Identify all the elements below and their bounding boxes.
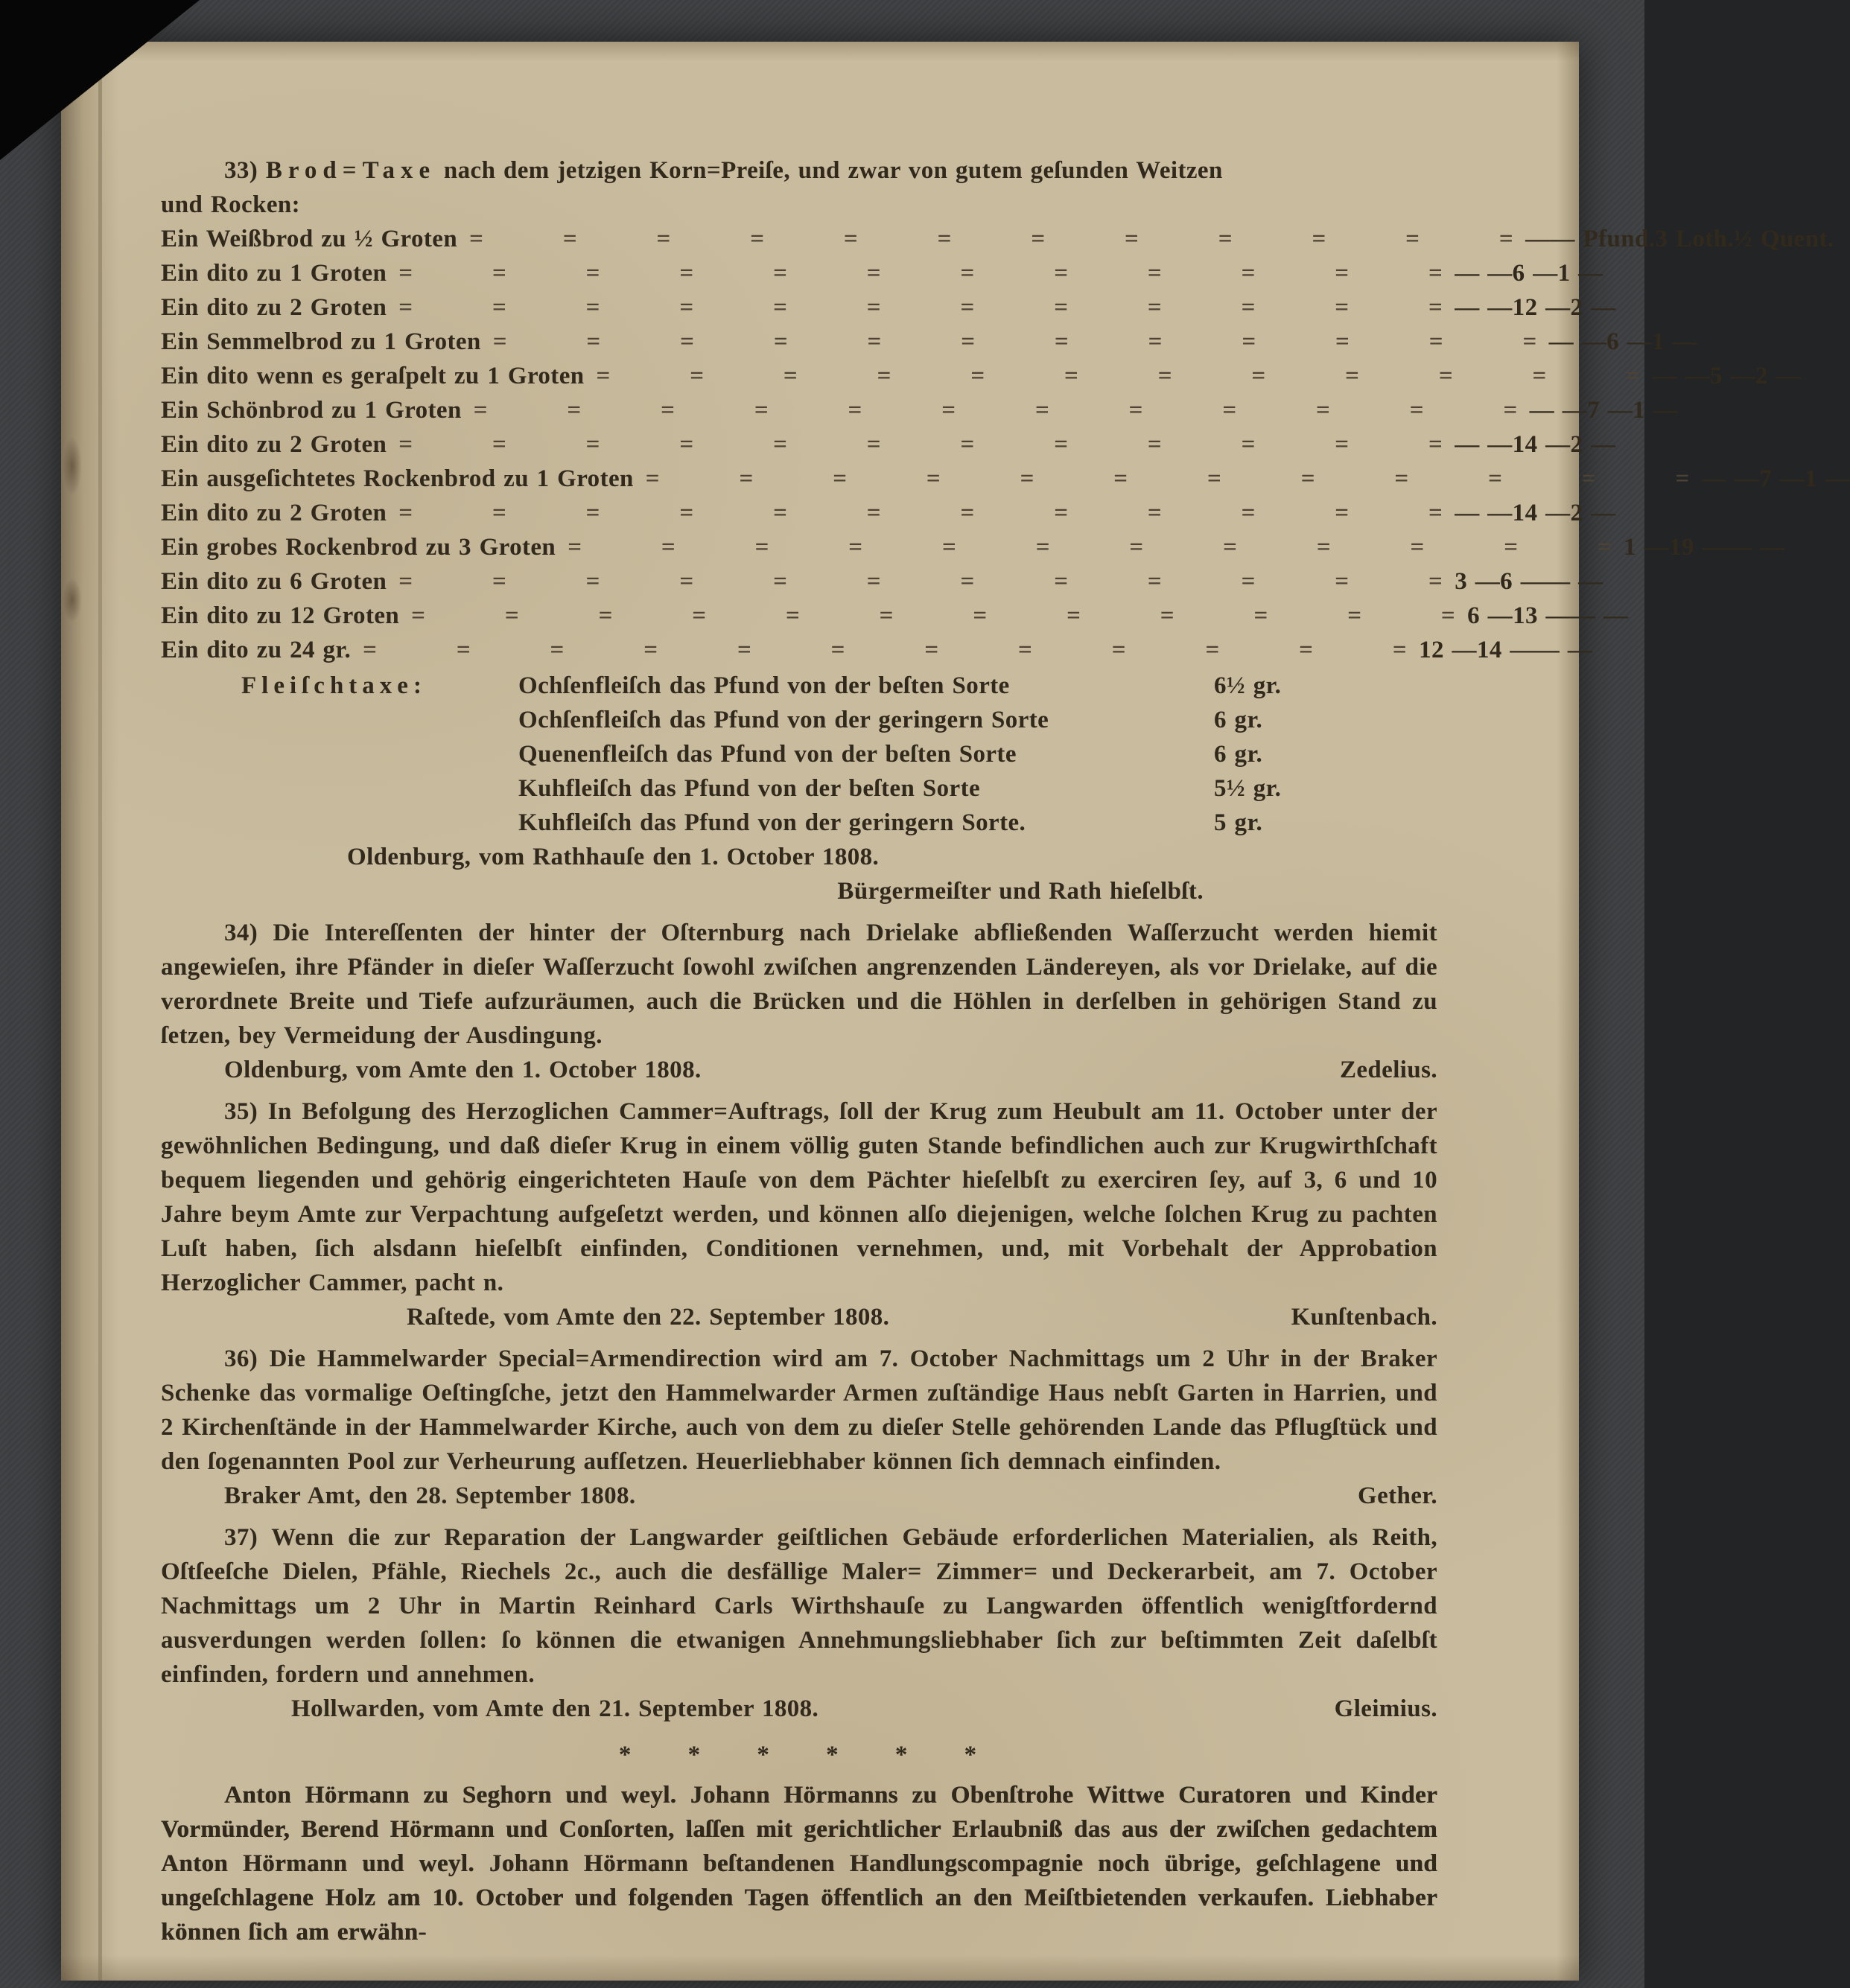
row-filler: = = = = = = = = = = = = [473,397,1518,424]
row-label: Ein dito zu 6 Groten [161,568,387,595]
fleisch-item: Quenenfleiſch das Pfund von der beſten Sorte [518,741,1017,768]
closing-notice-body: Anton Hörmann zu Seghorn und weyl. Johann Hörmanns zu Obenſtrohe Wittwe Curatoren und Kinder Vormünder, Berend Hörmann und Conſorten, laſſen mit gerichtlicher Erlaubniß das aus der zwiſchen gedachtem Anton Hörmann und weyl. Johann Hörmann beſtandenen Handlungscompagnie noch übrige, geſchlagene und ungeſchlagene Holz am 10. October und folgenden Tagen öffentlich an den Meiſtbietenden verkaufen. Liebhaber können ſich am erwähn- [161,1782,1437,1946]
row-label: Ein dito zu 12 Groten [161,602,400,629]
notice-33-heading-cont: und Rocken: [161,191,301,218]
table-row [161,325,1698,359]
col-quent: ½ Quent. [1734,226,1834,252]
col-pfund: 3 — [1455,568,1501,595]
row-filler: = = = = = = = = = = = = [469,226,1514,252]
row-label: Ein ausgeſichtetes Rockenbrod zu 1 Groten [161,465,634,492]
table-row [161,290,1616,325]
notice-37-sigline [161,1692,1437,1726]
row-filler: = = = = = = = = = = = = [398,431,1443,458]
fleisch-row [518,737,1326,771]
row-filler: = = = = = = = = = = = = [398,568,1443,595]
row-filler: = = = = = = = = = = = = [492,328,1537,355]
col-loth: 6 — [1500,568,1546,595]
table-row [161,427,1616,462]
row-label: Ein grobes Rockenbrod zu 3 Groten [161,534,556,561]
col-loth: 14 — [1476,637,1535,663]
col-loth: 6 — [1606,328,1653,355]
col-loth: 7 — [1759,465,1805,492]
fleischtaxe-section [161,669,1437,840]
bread-price-table [161,222,1850,667]
notice-33-number: 33) [224,157,258,184]
col-loth: 12 — [1512,294,1571,321]
col-loth: 7 — [1587,397,1633,424]
table-row [161,530,1785,564]
fleisch-price: 5 gr. [1214,809,1263,836]
table-row [161,359,1801,393]
col-pfund: 12 — [1419,637,1477,663]
notice-36-body: 36) Die Hammelwarder Special=Armendirection wird am 7. October Nachmittags um 2 Uhr in der Braker Schenke das vormalige Oeſtingſche, jetzt den Hammelwarder Armen zuſtändige Haus nebſt Garten in Harrien, und 2 Kirchenſtände in der Hammelwarder Kirche, auch von dem zu dieſer Stelle gehörenden Lande das Pflugſtück und den ſogenannten Pool zur Verheurung aufſetzen. Heuerliebhaber können ſich demnach einfinden. [161,1345,1437,1475]
row-label: Ein dito zu 1 Groten [161,260,387,287]
col-loth: 5 — [1709,363,1755,389]
row-label: Ein dito zu 2 Groten [161,500,387,526]
row-filler: = = = = = = = = = = = = [398,260,1443,287]
notice-33-title: Brod=Taxe [265,157,436,184]
notice-34-signature: Zedelius. [1339,1057,1437,1083]
col-quent: — — [1545,568,1603,595]
row-label: Ein Schönbrod zu 1 Groten [161,397,462,424]
table-row [161,564,1603,599]
col-pfund: — — [1455,431,1513,458]
fleischtaxe-items [518,669,1437,840]
table-row [161,222,1834,256]
col-pfund: — — [1652,363,1710,389]
col-quent: 1 — [1652,328,1698,355]
notice-33-heading [161,153,1437,188]
row-filler: = = = = = = = = = = = = [398,294,1443,321]
notice-33-heading-text: nach dem jetzigen Korn=Preiſe, und zwar von gutem geſunden Weitzen [443,157,1223,184]
notice-35-signature: Kunſtenbach. [1291,1304,1437,1331]
col-loth: 13 — [1513,602,1571,629]
col-loth: 14 — [1512,500,1571,526]
newspaper-page [61,42,1850,1981]
col-pfund: — — [1548,328,1607,355]
fleisch-row [518,771,1326,806]
row-label: Ein dito zu 2 Groten [161,431,387,458]
notice-33-signature: Bürgermeiſter und Rath hieſelbſt. [837,878,1204,905]
row-label: Ein dito wenn es geraſpelt zu 1 Groten [161,363,585,389]
fleisch-item: Ochſenfleiſch das Pfund von der geringern Sorte [518,707,1049,733]
col-quent: 2 — [1570,431,1616,458]
col-loth: 3 Loth. [1655,226,1735,252]
row-label: Ein dito zu 2 Groten [161,294,387,321]
table-row [161,633,1593,667]
notice-34-sigline [161,1053,1437,1087]
row-label: Ein dito zu 24 gr. [161,637,352,663]
notice-37-signature: Gleimius. [1334,1695,1437,1722]
col-quent: 2 — [1570,500,1616,526]
row-filler: = = = = = = = = = = = = [645,465,1690,492]
notice-33-dateline: Oldenburg, vom Rathhauſe den 1. October 1808. [347,844,880,870]
table-row [161,462,1850,496]
col-pfund: — — [1701,465,1760,492]
table-row [161,496,1616,530]
col-loth: 14 — [1512,431,1571,458]
fleisch-price: 6 gr. [1214,707,1263,733]
fleisch-row [518,703,1326,737]
page-content [61,42,1850,1979]
table-row [161,393,1679,427]
row-filler: = = = = = = = = = = = = [596,363,1641,389]
fleisch-row [518,669,1326,703]
col-quent: 1 — [1557,260,1603,287]
col-pfund: 1 — [1624,534,1670,561]
col-quent: 2 — [1755,363,1801,389]
fleisch-item: Kuhfleiſch das Pfund von der geringern Sorte. [518,809,1026,836]
notice-37-dateline: Hollwarden, vom Amte den 21. September 1808. [291,1695,819,1722]
fleisch-row [518,806,1326,840]
col-quent: — — [1570,602,1629,629]
fleisch-price: 6 gr. [1214,741,1263,768]
fleisch-price: 5½ gr. [1214,775,1282,802]
notice-36-signature: Gether. [1358,1482,1437,1509]
fleisch-item: Kuhfleiſch das Pfund von der beſten Sorte [518,775,981,802]
col-quent: — — [1726,534,1785,561]
row-label: Ein Semmelbrod zu 1 Groten [161,328,481,355]
row-filler: = = = = = = = = = = = = [363,637,1408,663]
col-quent: 1 — [1633,397,1679,424]
row-filler: = = = = = = = = = = = = [568,534,1612,561]
notice-36-sigline [161,1479,1437,1513]
notice-34-body: 34) Die Intereſſenten der hinter der Oſternburg nach Drielake abfließenden Waſſerzucht werden hiemit angewieſen, ihre Pfänder in dieſer Waſſerzucht ſowohl zwiſchen angrenzenden Ländereyen, als vor Drielake, auf die verordnete Breite und Tiefe aufzuräumen, auch die Brücken und die Höhlen in derſelben in gehörigen Stand zu ſetzen, bey Vermeidung der Ausdingung. [161,920,1437,1049]
notice-35-body: 35) In Befolgung des Herzoglichen Cammer=Auftrags, ſoll der Krug zum Heubult am 11. October unter der gewöhnlichen Bedingung, und daß dieſer Krug in einem völlig guten Stande befindlichen auch zur Krugwirthſchaft bequem liegenden und gehörig eingerichteten Hauſe von dem Pächter hieſelbſt zu exerciren ſey, auf 3, 6 und 10 Jahre beym Amte zur Verpachtung aufgeſetzt werden, und können alſo diejenigen, welche ſolchen Krug zu pachten Luſt haben, ſich alsdann hieſelbſt einfinden, Conditionen vernehmen, und, mit Vorbehalt der Approbation Herzoglicher Cammer, pacht n. [161,1098,1437,1296]
fleisch-price: 6½ gr. [1214,672,1282,699]
col-quent: 1 — [1805,465,1850,492]
col-pfund: 6 — [1467,602,1513,629]
row-filler: = = = = = = = = = = = = [411,602,1456,629]
col-pfund: —— Pfund. [1525,226,1656,252]
col-pfund: — — [1455,294,1513,321]
asterism-ornament: * * * * * * [618,1742,980,1768]
notice-36-dateline: Braker Amt, den 28. September 1808. [224,1482,636,1509]
table-row [161,256,1603,290]
row-filler: = = = = = = = = = = = = [398,500,1443,526]
table-row [161,599,1629,633]
col-pfund: — — [1529,397,1588,424]
col-loth: 19 — [1669,534,1727,561]
row-label: Ein Weißbrod zu ½ Groten [161,226,458,252]
notice-35-dateline: Raſtede, vom Amte den 22. September 1808. [407,1304,890,1331]
notice-35-sigline [161,1300,1437,1334]
notice-37-body: 37) Wenn die zur Reparation der Langwarder geiſtlichen Gebäude erforderlichen Materialien, als Reith, Oſtſeeſche Dielen, Pfähle, Riechels 2c., auch die desfällige Maler= Zimmer= und Deckerarbeit, am 7. October Nachmittags um 2 Uhr in Martin Reinhard Carls Wirthshauſe zu Langwarden öffentlich wenigſtfordernd ausverdungen werden ſollen: ſo können die etwanigen Annehmungsliebhaber ſich zur beſtimmten Zeit daſelbſt einfinden, fordern und annehmen. [161,1524,1437,1688]
fleischtaxe-label: Fleiſchtaxe: [241,672,427,699]
col-pfund: — — [1455,500,1513,526]
col-quent: 2 — [1570,294,1616,321]
fleisch-item: Ochſenfleiſch das Pfund von der beſten Sorte [518,672,1010,699]
col-pfund: — — [1455,260,1513,287]
col-loth: 6 — [1512,260,1558,287]
col-quent: — — [1534,637,1593,663]
notice-34-dateline: Oldenburg, vom Amte den 1. October 1808. [224,1057,702,1083]
